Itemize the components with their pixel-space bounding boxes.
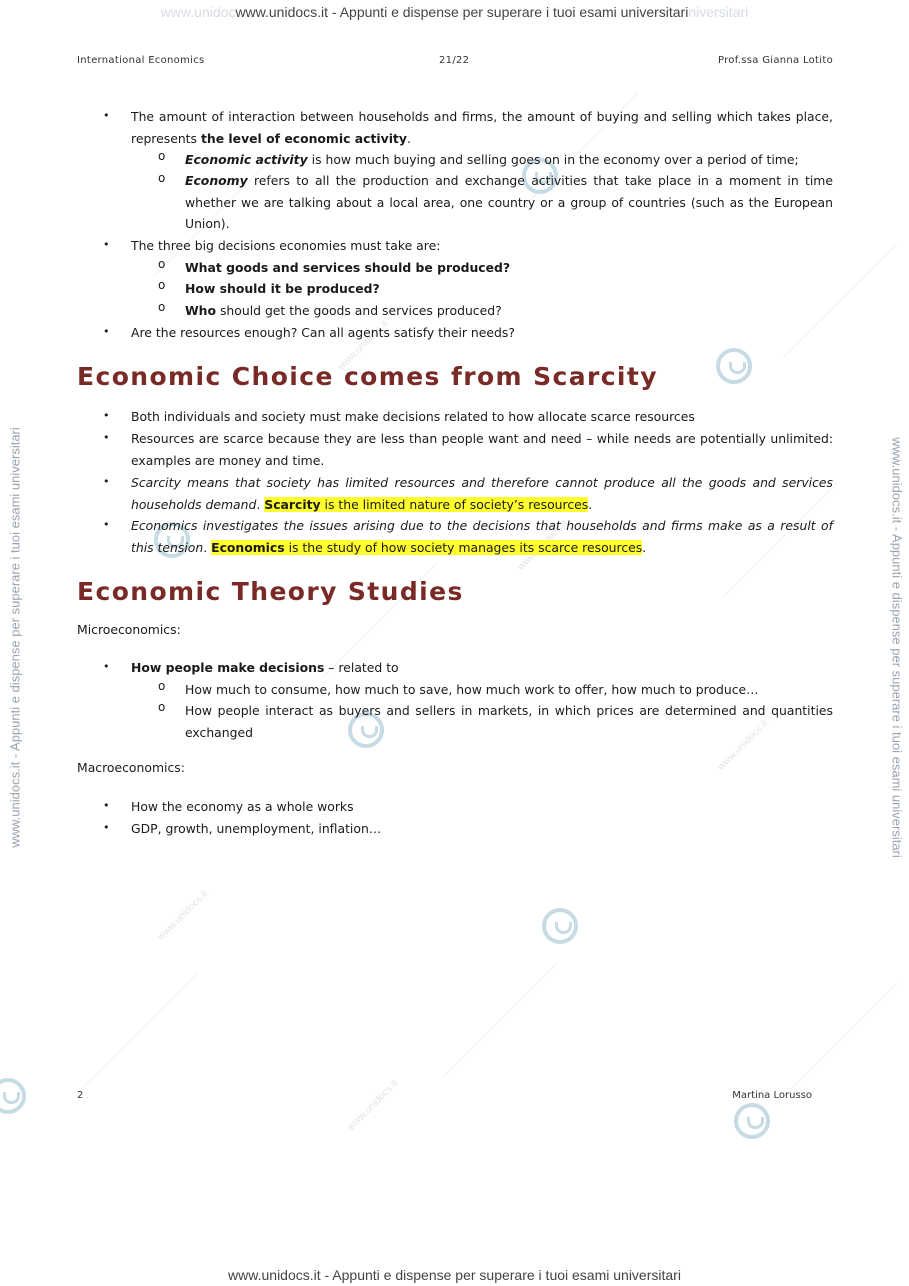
watermark-line — [83, 974, 197, 1088]
bullet-glyph: • — [103, 409, 110, 422]
macro-item-economy: How the economy as a whole works — [131, 799, 354, 814]
section-title-theory: Economic Theory Studies — [77, 577, 464, 606]
micro-sub-markets: How people interact as buyers and sellers in markets, in which prices are determined and quantities exchanged — [185, 703, 833, 740]
paragraph-economic-activity: The amount of interaction between households and firms, the amount of buying and selling which takes place, represents the level of economic activity. — [131, 109, 833, 146]
header-professor: Prof.ssa Gianna Lotito — [717, 55, 833, 66]
sub-bullet-glyph: o — [158, 700, 166, 714]
sub-bullet-glyph: o — [158, 300, 166, 314]
unidocs-logo-icon — [716, 348, 752, 384]
watermark-small: www.unidocs.it — [335, 318, 391, 373]
label-macroeconomics: Macroeconomics: — [77, 760, 185, 775]
scarcity-item-resources: Resources are scarce because they are less than people want and need – while needs are potentially unlimited: examples are money and time. — [131, 431, 833, 468]
decision-who: Who should get the goods and services produced? — [185, 303, 502, 318]
watermark-bottom: www.unidocs.it - Appunti e dispense per superare i tuoi esami universitari — [228, 1267, 681, 1283]
watermark-small: www.unidocs.it — [155, 888, 211, 943]
micro-item-decisions: How people make decisions – related to — [131, 660, 399, 675]
watermark-small: www.unidocs.it — [345, 1078, 401, 1133]
sub-bullet-glyph: o — [158, 278, 166, 292]
watermark-side-right: www.unidocs.it - Appunti e dispense per superare i tuoi esami universitari — [889, 437, 905, 858]
watermark-top: www.unidocwww.unidocs.it - Appunti e dispense per superare i tuoi esami universitariniversitari — [160, 4, 749, 20]
section-title-scarcity: Economic Choice comes from Scarcity — [77, 362, 658, 391]
footer-page-number: 2 — [77, 1090, 84, 1101]
paragraph-resources-enough: Are the resources enough? Can all agents satisfy their needs? — [131, 325, 515, 340]
watermark-small: www.unidocs.it — [715, 718, 771, 773]
unidocs-logo-icon — [542, 908, 578, 944]
bullet-glyph: • — [103, 821, 110, 834]
sub-bullet-glyph: o — [158, 679, 166, 693]
bullet-glyph: • — [103, 431, 110, 444]
micro-sub-consume: How much to consume, how much to save, how much work to offer, how much to produce… — [185, 682, 759, 697]
bullet-glyph: • — [103, 518, 110, 531]
macro-item-indicators: GDP, growth, unemployment, inflation… — [131, 821, 382, 836]
sub-item-economy: Economy refers to all the production and exchange activities that take place in a moment in time whether we are talking about a local area, one country or a group of countries (such as the European Union). — [185, 173, 833, 231]
bullet-glyph: • — [103, 660, 110, 673]
decision-what: What goods and services should be produced? — [185, 260, 511, 275]
header-course: International Economics — [77, 55, 205, 66]
sub-bullet-glyph: o — [158, 171, 166, 185]
unidocs-logo-icon — [0, 1078, 26, 1114]
bullet-glyph: • — [103, 799, 110, 812]
bullet-glyph: • — [103, 238, 110, 251]
footer-author: Martina Lorusso — [732, 1090, 812, 1101]
watermark-side-left: www.unidocs.it - Appunti e dispense per superare i tuoi esami universitari — [7, 427, 23, 848]
bullet-glyph: • — [103, 325, 110, 338]
header-year: 21/22 — [439, 55, 470, 66]
decision-how: How should it be produced? — [185, 281, 380, 296]
scarcity-item-definition: Scarcity means that society has limited resources and therefore cannot produce all the goods and services households demand. Scarcity is the limited nature of society’s resources. — [131, 475, 833, 512]
sub-bullet-glyph: o — [158, 257, 166, 271]
scarcity-item-decisions: Both individuals and society must make decisions related to how allocate scarce resources — [131, 409, 695, 424]
scarcity-item-economics: Economics investigates the issues arising due to the decisions that households and firms make as a result of this tension. Economics is the study of how society manages its scarce resources. — [131, 518, 833, 555]
watermark-line — [783, 984, 897, 1098]
bullet-glyph: • — [103, 109, 110, 122]
sub-item-economic-activity: Economic activity is how much buying and selling goes on in the economy over a period of time; — [185, 152, 799, 167]
bullet-glyph: • — [103, 475, 110, 488]
sub-bullet-glyph: o — [158, 149, 166, 163]
watermark-line — [443, 964, 557, 1078]
paragraph-three-decisions: The three big decisions economies must take are: — [131, 238, 441, 253]
label-microeconomics: Microeconomics: — [77, 622, 181, 637]
unidocs-logo-icon — [734, 1103, 770, 1139]
